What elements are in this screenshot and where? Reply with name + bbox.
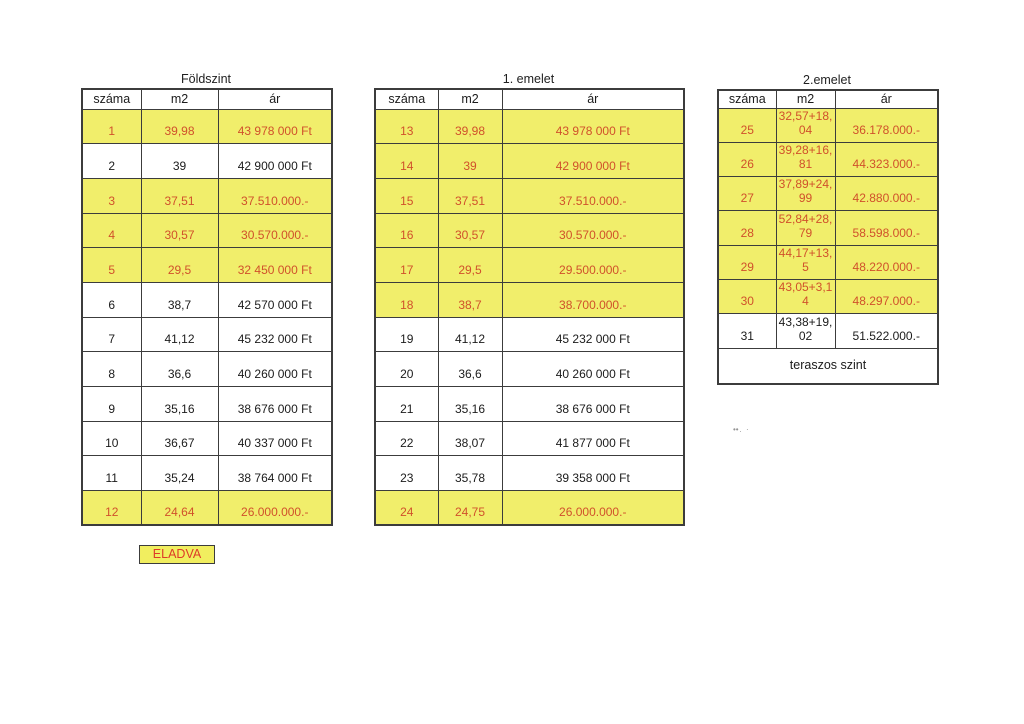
cell-ar: 39 358 000 Ft — [502, 456, 684, 491]
cell-szama: 23 — [375, 456, 438, 491]
cell-szama: 11 — [82, 456, 141, 491]
cell-m2: 41,12 — [141, 317, 218, 352]
cell-ar: 45 232 000 Ft — [218, 317, 332, 352]
cell-ar: 38 764 000 Ft — [218, 456, 332, 491]
header-row — [82, 89, 332, 109]
cell-szama: 9 — [82, 387, 141, 422]
table-title-1emelet: 1. emelet — [502, 72, 555, 86]
cell-ar: 48.297.000.- — [835, 279, 938, 313]
cell-ar: 45 232 000 Ft — [502, 317, 684, 352]
column-header-ar: ár — [502, 89, 684, 109]
footer-cell: teraszos szint — [718, 348, 938, 384]
table-foldszint — [81, 88, 333, 526]
table-row — [375, 109, 684, 144]
cell-szama: 16 — [375, 213, 438, 248]
cell-m2: 30,57 — [141, 213, 218, 248]
cell-m2: 39,28+16,81 — [776, 142, 835, 176]
cell-szama: 18 — [375, 282, 438, 317]
column-header-ar: ár — [218, 89, 332, 109]
legend-eladva: ELADVA — [139, 545, 215, 564]
table-row — [82, 421, 332, 456]
cell-szama: 30 — [718, 279, 776, 313]
cell-ar: 40 260 000 Ft — [502, 352, 684, 387]
cell-m2: 43,05+3,14 — [776, 279, 835, 313]
cell-szama: 28 — [718, 211, 776, 245]
table-row — [375, 248, 684, 283]
cell-m2: 35,78 — [438, 456, 502, 491]
cell-szama: 6 — [82, 282, 141, 317]
cell-m2: 38,7 — [438, 282, 502, 317]
cell-m2: 36,6 — [141, 352, 218, 387]
cell-ar: 48.220.000.- — [835, 245, 938, 279]
cell-ar: 41 877 000 Ft — [502, 421, 684, 456]
column-header-m2: m2 — [141, 89, 218, 109]
cell-ar: 37.510.000.- — [218, 178, 332, 213]
table-title-2emelet: 2.emelet — [803, 73, 851, 87]
table-row — [82, 248, 332, 283]
cell-szama: 24 — [375, 491, 438, 526]
table-row — [375, 421, 684, 456]
cell-ar: 42 900 000 Ft — [502, 144, 684, 179]
table-row — [375, 144, 684, 179]
cell-m2: 37,89+24,99 — [776, 177, 835, 211]
cell-m2: 38,7 — [141, 282, 218, 317]
cell-ar: 30.570.000.- — [218, 213, 332, 248]
cell-szama: 1 — [82, 109, 141, 144]
cell-ar: 29.500.000.- — [502, 248, 684, 283]
cell-ar: 38 676 000 Ft — [502, 387, 684, 422]
table-row — [718, 108, 938, 142]
table-row — [375, 317, 684, 352]
cell-m2: 35,16 — [438, 387, 502, 422]
table-row — [82, 491, 332, 526]
cell-m2: 24,64 — [141, 491, 218, 526]
cell-m2: 52,84+28,79 — [776, 211, 835, 245]
table-row — [82, 317, 332, 352]
table-row — [82, 178, 332, 213]
cell-szama: 3 — [82, 178, 141, 213]
cell-szama: 17 — [375, 248, 438, 283]
cell-ar: 42 900 000 Ft — [218, 144, 332, 179]
table-row — [718, 211, 938, 245]
table-row — [375, 491, 684, 526]
cell-m2: 37,51 — [141, 178, 218, 213]
cell-ar: 51.522.000.- — [835, 314, 938, 348]
cell-szama: 7 — [82, 317, 141, 352]
cell-szama: 2 — [82, 144, 141, 179]
cell-m2: 41,12 — [438, 317, 502, 352]
cell-ar: 32 450 000 Ft — [218, 248, 332, 283]
cell-m2: 37,51 — [438, 178, 502, 213]
column-header-szama: száma — [375, 89, 438, 109]
table-row — [82, 352, 332, 387]
cell-szama: 19 — [375, 317, 438, 352]
cell-m2: 35,24 — [141, 456, 218, 491]
table-row — [82, 144, 332, 179]
cell-szama: 27 — [718, 177, 776, 211]
cell-ar: 43 978 000 Ft — [218, 109, 332, 144]
cell-szama: 8 — [82, 352, 141, 387]
cell-ar: 37.510.000.- — [502, 178, 684, 213]
cell-szama: 21 — [375, 387, 438, 422]
table-row — [82, 213, 332, 248]
table-row — [375, 282, 684, 317]
cell-ar: 36.178.000.- — [835, 108, 938, 142]
cell-m2: 38,07 — [438, 421, 502, 456]
cell-szama: 29 — [718, 245, 776, 279]
table-row — [718, 245, 938, 279]
column-header-szama: száma — [82, 89, 141, 109]
cell-szama: 22 — [375, 421, 438, 456]
cell-szama: 12 — [82, 491, 141, 526]
cell-szama: 13 — [375, 109, 438, 144]
cell-ar: 26.000.000.- — [502, 491, 684, 526]
table-row — [375, 387, 684, 422]
cell-szama: 25 — [718, 108, 776, 142]
cell-m2: 36,67 — [141, 421, 218, 456]
cell-m2: 30,57 — [438, 213, 502, 248]
cell-ar: 30.570.000.- — [502, 213, 684, 248]
table-row — [718, 314, 938, 348]
table-1emelet — [374, 88, 685, 526]
cell-m2: 29,5 — [141, 248, 218, 283]
table-row — [82, 109, 332, 144]
cell-szama: 26 — [718, 142, 776, 176]
column-header-szama: száma — [718, 90, 776, 108]
cell-ar: 40 260 000 Ft — [218, 352, 332, 387]
cell-szama: 14 — [375, 144, 438, 179]
cell-m2: 24,75 — [438, 491, 502, 526]
cell-ar: 58.598.000.- — [835, 211, 938, 245]
cell-m2: 39 — [141, 144, 218, 179]
cell-ar: 42 570 000 Ft — [218, 282, 332, 317]
table-row — [375, 213, 684, 248]
cell-m2: 36,6 — [438, 352, 502, 387]
column-header-m2: m2 — [438, 89, 502, 109]
table-row — [718, 142, 938, 176]
cell-szama: 10 — [82, 421, 141, 456]
cell-m2: 35,16 — [141, 387, 218, 422]
table-2emelet — [717, 89, 939, 385]
cell-szama: 15 — [375, 178, 438, 213]
cell-ar: 26.000.000.- — [218, 491, 332, 526]
scan-speck: •• . · — [733, 425, 749, 434]
cell-ar: 44.323.000.- — [835, 142, 938, 176]
table-row — [718, 279, 938, 313]
cell-ar: 42.880.000.- — [835, 177, 938, 211]
cell-m2: 32,57+18,04 — [776, 108, 835, 142]
cell-m2: 39,98 — [438, 109, 502, 144]
table-row — [82, 282, 332, 317]
cell-m2: 39,98 — [141, 109, 218, 144]
table-row — [82, 387, 332, 422]
cell-szama: 31 — [718, 314, 776, 348]
table-row — [82, 456, 332, 491]
cell-szama: 20 — [375, 352, 438, 387]
table-title-foldszint: Földszint — [180, 72, 232, 86]
column-header-ar: ár — [835, 90, 938, 108]
cell-szama: 5 — [82, 248, 141, 283]
cell-ar: 40 337 000 Ft — [218, 421, 332, 456]
table-row — [375, 178, 684, 213]
table-row — [375, 352, 684, 387]
header-row — [718, 90, 938, 108]
cell-m2: 39 — [438, 144, 502, 179]
cell-m2: 29,5 — [438, 248, 502, 283]
table-row — [718, 177, 938, 211]
cell-m2: 43,38+19,02 — [776, 314, 835, 348]
cell-ar: 38 676 000 Ft — [218, 387, 332, 422]
cell-ar: 43 978 000 Ft — [502, 109, 684, 144]
cell-m2: 44,17+13,5 — [776, 245, 835, 279]
column-header-m2: m2 — [776, 90, 835, 108]
cell-szama: 4 — [82, 213, 141, 248]
footer-row — [718, 348, 938, 384]
cell-ar: 38.700.000.- — [502, 282, 684, 317]
header-row — [375, 89, 684, 109]
table-row — [375, 456, 684, 491]
